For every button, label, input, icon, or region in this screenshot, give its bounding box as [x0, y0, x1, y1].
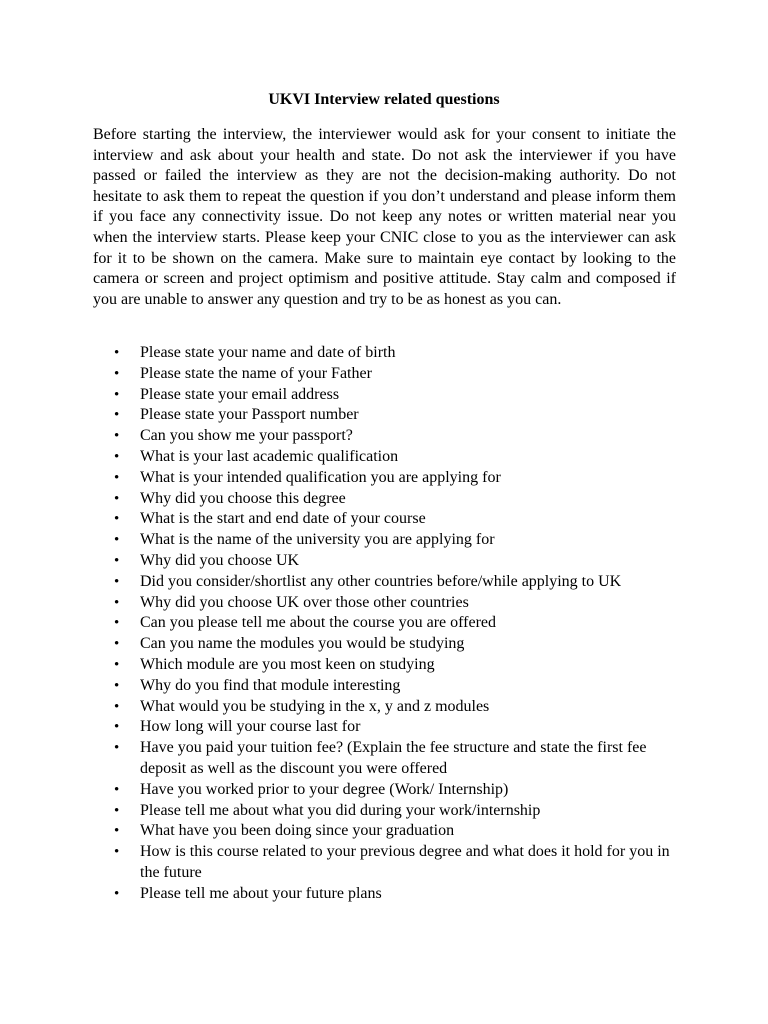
bullet-icon: • — [114, 636, 120, 653]
question-item — [0, 821, 680, 842]
question-item — [0, 697, 680, 718]
question-text: Please state your name and date of birth — [140, 344, 396, 361]
question-text: What would you be studying in the x, y and z modules — [140, 697, 490, 715]
question-text: Can you name the modules you would be studying — [140, 635, 465, 653]
question-item — [0, 613, 680, 634]
question-text: Please state your Passport number — [140, 406, 359, 424]
question-item — [0, 468, 680, 489]
question-item — [0, 509, 680, 530]
question-item — [0, 593, 680, 614]
question-text: Why did you choose UK over those other countries — [140, 593, 469, 611]
question-text: Please tell me about what you did during your work/internship — [140, 801, 541, 819]
question-item — [0, 364, 680, 385]
bullet-icon: • — [114, 781, 120, 798]
bullet-icon: • — [114, 552, 120, 569]
question-item — [0, 572, 680, 593]
question-item — [0, 842, 680, 884]
bullet-icon: • — [114, 719, 120, 736]
question-item — [0, 551, 680, 572]
bullet-icon: • — [114, 885, 120, 902]
question-item — [0, 634, 680, 655]
bullet-icon: • — [114, 844, 120, 861]
bullet-icon: • — [114, 573, 120, 590]
question-text: Why did you choose this degree — [140, 489, 346, 507]
bullet-icon: • — [114, 511, 120, 528]
question-text: What is your intended qualification you are applying for — [140, 468, 501, 486]
bullet-icon: • — [114, 594, 120, 611]
question-text: What have you been doing since your graduation — [140, 822, 455, 840]
question-item — [0, 447, 680, 468]
question-item — [0, 655, 680, 676]
question-text: Have you paid your tuition fee? (Explain the fee structure and state the first fee deposit as well as the discount you were offered — [140, 739, 647, 777]
question-text: What is your last academic qualification — [140, 447, 399, 465]
question-text: What is the name of the university you are applying for — [140, 531, 495, 549]
question-text: Please tell me about your future plans — [140, 884, 382, 902]
question-item — [0, 717, 680, 738]
bullet-icon: • — [114, 656, 120, 673]
question-text: Can you please tell me about the course you are offered — [140, 614, 497, 632]
question-text: Please state your email address — [140, 385, 340, 403]
bullet-icon: • — [114, 615, 120, 632]
question-item — [0, 405, 680, 426]
question-text: What is the start and end date of your course — [140, 510, 426, 528]
bullet-icon: • — [114, 469, 120, 486]
bullet-icon: • — [114, 532, 120, 549]
bullet-icon: • — [114, 823, 120, 840]
question-text: Have you worked prior to your degree (Work/ Internship) — [140, 780, 509, 798]
question-item — [0, 489, 680, 510]
bullet-icon: • — [114, 677, 120, 694]
bullet-icon: • — [114, 740, 120, 757]
bullet-icon: • — [114, 448, 120, 465]
question-text: Why did you choose UK — [140, 551, 300, 569]
question-item — [0, 426, 680, 447]
bullet-icon: • — [114, 407, 120, 424]
bullet-icon: • — [114, 386, 120, 403]
question-item — [0, 385, 680, 406]
bullet-icon: • — [114, 345, 120, 361]
question-text: Can you show me your passport? — [140, 427, 353, 445]
intro-paragraph: Before starting the interview, the interviewer would ask for your consent to initiate the interview and ask about your health and state. Do not ask the interviewer if you have passed or failed the interview as they are not the decision-making authority. Do not hesitate to ask them to repeat the question if you don’t understand and please inform them if you face any connectivity issue. Do not keep any notes or written material near you when the interview starts. Please keep your CNIC close to you as the interviewer can ask for it to be shown on the camera. Make sure to maintain eye contact by looking to the camera or screen and project optimism and positive attitude. Stay calm and composed if you are unable to answer any question and try to be as honest as you can. — [93, 126, 676, 308]
bullet-icon: • — [114, 490, 120, 507]
question-item — [0, 780, 680, 801]
bullet-icon: • — [114, 365, 120, 382]
question-text: Did you consider/shortlist any other countries before/while applying to UK — [140, 572, 622, 590]
questions-list — [0, 343, 680, 905]
question-item — [0, 801, 680, 822]
question-text: How is this course related to your previous degree and what does it hold for you in the future — [140, 843, 670, 881]
question-item — [0, 738, 680, 780]
question-text: Which module are you most keen on studying — [140, 655, 435, 673]
question-text: Why do you find that module interesting — [140, 676, 401, 694]
bullet-icon: • — [114, 428, 120, 445]
document-title: UKVI Interview related questions — [268, 91, 500, 108]
question-item — [0, 884, 680, 905]
question-item — [0, 676, 680, 697]
question-text: How long will your course last for — [140, 718, 361, 736]
question-text: Please state the name of your Father — [140, 364, 372, 382]
bullet-icon: • — [114, 698, 120, 715]
question-item — [0, 343, 680, 364]
question-item — [0, 530, 680, 551]
bullet-icon: • — [114, 802, 120, 819]
